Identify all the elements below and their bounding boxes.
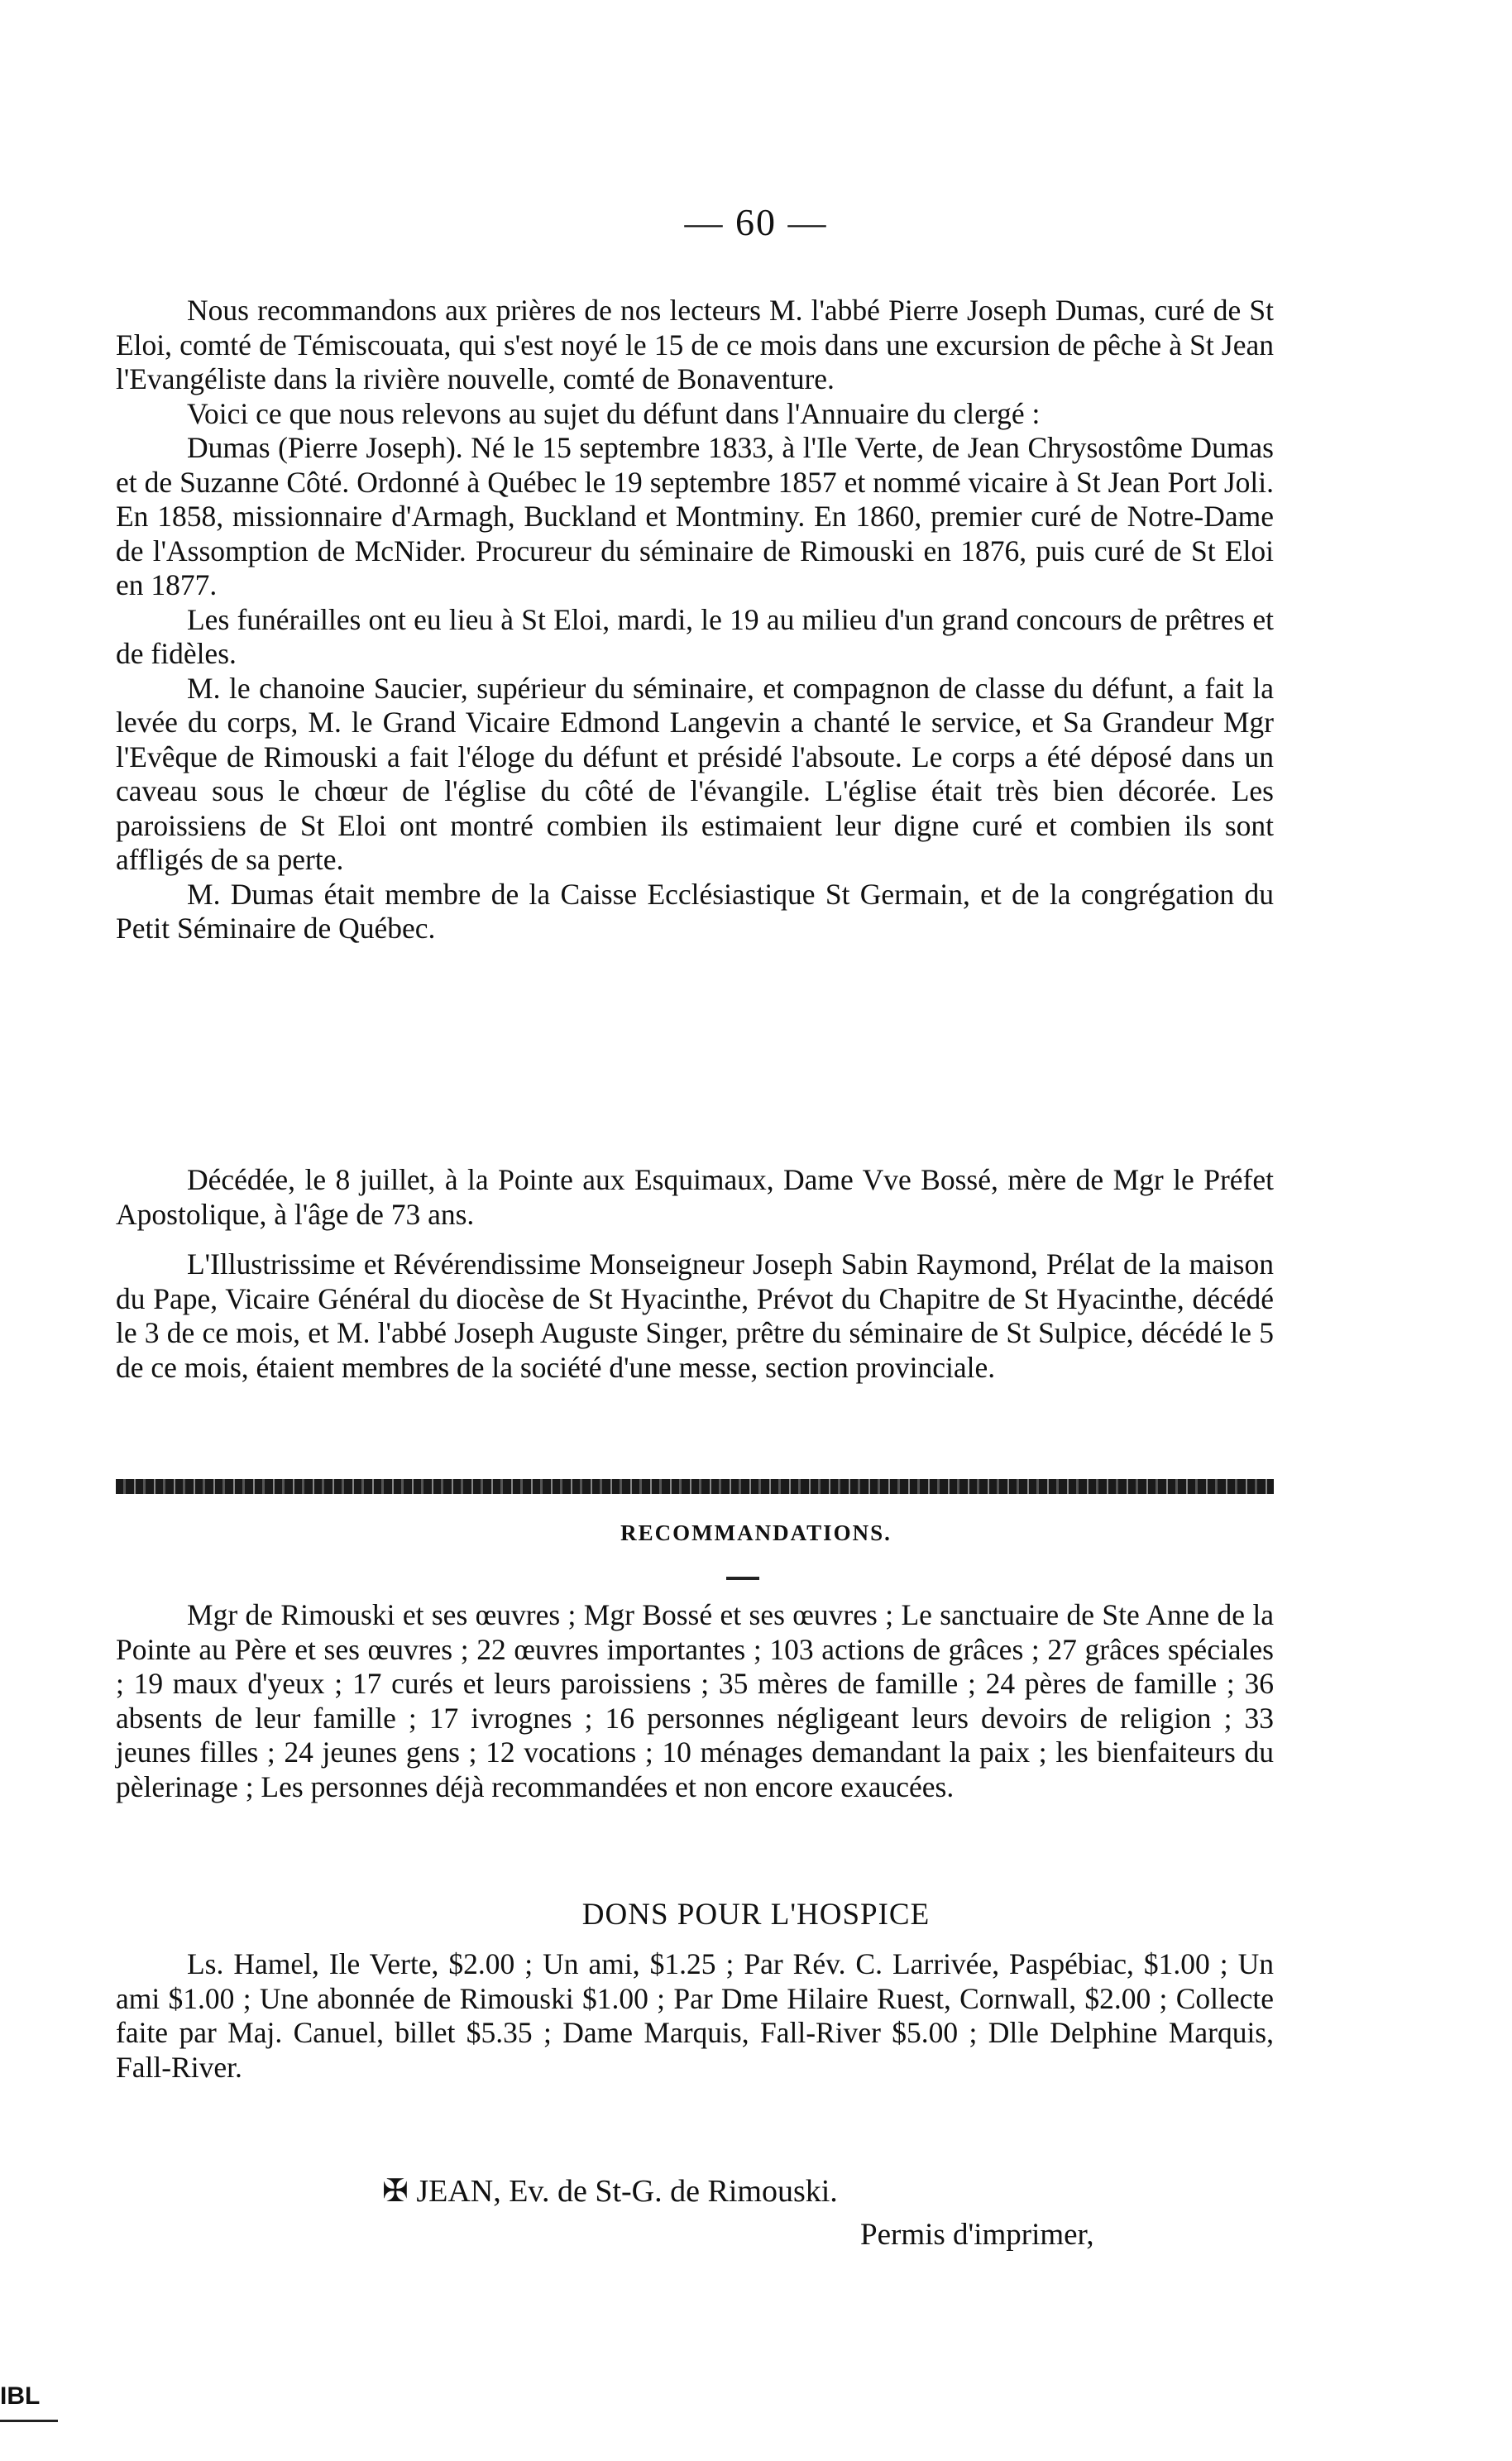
bishop-signature: ✠ JEAN, Ev. de St-G. de Rimouski.	[382, 2174, 838, 2209]
recommandations-heading: RECOMMANDATIONS.	[620, 1520, 892, 1545]
decorative-divider	[116, 1479, 1274, 1494]
article-paragraph: Dumas (Pierre Joseph). Né le 15 septembre 1833, à l'Ile Verte, de Jean Chrysostôme Dumas et de Suzanne Côté. Ordonné à Québec le 19 septembre 1857 et nommé vicaire à St Jean Port Joli. En 1858, missionnaire d'Armagh, Buckland et Montminy. En 1860, premier curé de Notre-Dame de l'Assomption de McNider. Procureur du séminaire de Rimouski en 1876, puis curé de St Eloi en 1877.	[116, 431, 1274, 601]
article-paragraph: Voici ce que nous relevons au sujet du défunt dans l'Annuaire du clergé :	[187, 396, 1041, 430]
obituary-article	[116, 294, 1274, 946]
dons-section	[116, 1947, 1274, 2085]
bottom-rule	[0, 2420, 58, 2422]
members-notice: L'Illustrissime et Révérendissime Monseigneur Joseph Sabin Raymond, Prélat de la maison du Pape, Vicaire Général du diocèse de St Hyacinthe, Prévot du Chapitre de St Hyacinthe, décédé le 3 de ce mois, et M. l'abbé Joseph Auguste Singer, prêtre du séminaire de St Sulpice, décédé le 5 de ce mois, étaient membres de la société d'une messe, section provinciale.	[116, 1247, 1274, 1384]
article-paragraph: Les funérailles ont eu lieu à St Eloi, mardi, le 19 au milieu d'un grand concours de prêtres et de fidèles.	[116, 602, 1274, 670]
short-dash-divider	[726, 1577, 759, 1580]
article-paragraph: Nous recommandons aux prières de nos lecteurs M. l'abbé Pierre Joseph Dumas, curé de St Eloi, comté de Témiscouata, qui s'est noyé le 15 de ce mois dans une excursion de pêche à St Jean l'Evangéliste dans la rivière nouvelle, comté de Bonaventure.	[116, 294, 1274, 395]
death-notice-section	[116, 1163, 1274, 1232]
imprimatur-label: Permis d'imprimer,	[860, 2218, 1094, 2252]
article-paragraph: M. Dumas était membre de la Caisse Ecclésiastique St Germain, et de la congrégation du Petit Séminaire de Québec.	[116, 877, 1274, 945]
page-number: — 60 —	[684, 201, 828, 243]
margin-mark: IBL	[0, 2382, 41, 2410]
dons-text: Ls. Hamel, Ile Verte, $2.00 ; Un ami, $1.25 ; Par Rév. C. Larrivée, Paspébiac, $1.00 ; Un ami $1.00 ; Une abonnée de Rimouski $1.00 ; Par Dme Hilaire Ruest, Cornwall, $2.00 ; Collecte faite par Maj. Canuel, billet $5.35 ; Dame Marquis, Fall-River $5.00 ; Dlle Delphine Marquis, Fall-River.	[116, 1947, 1274, 2084]
article-paragraph: M. le chanoine Saucier, supérieur du séminaire, et compagnon de classe du défunt, a fait la levée du corps, M. le Grand Vicaire Edmond Langevin a chanté le service, et Sa Grandeur Mgr l'Evêque de Rimouski a fait l'éloge du défunt et présidé l'absoute. Le corps a été déposé dans un caveau sous le chœur de l'église du côté de l'évangile. L'église était très bien décorée. Les paroissiens de St Eloi ont montré combien ils estimaient leur digne curé et combien ils sont affligés de sa perte.	[116, 671, 1274, 876]
recommandations-text: Mgr de Rimouski et ses œuvres ; Mgr Bossé et ses œuvres ; Le sanctuaire de Ste Anne de la Pointe au Père et ses œuvres ; 22 œuvres importantes ; 103 actions de grâces ; 27 grâces spéciales ; 19 maux d'yeux ; 17 curés et leurs paroissiens ; 35 mères de famille ; 24 pères de famille ; 36 absents de leur famille ; 17 ivrognes ; 16 personnes négligeant leurs devoirs de religion ; 33 jeunes filles ; 24 jeunes gens ; 12 vocations ; 10 ménages demandant la paix ; les bienfaiteurs du pèlerinage ; Les personnes déjà recommandées et non encore exaucées.	[116, 1598, 1274, 1803]
recommandations-section	[116, 1598, 1274, 1804]
members-notice-section	[116, 1247, 1274, 1385]
death-notice: Décédée, le 8 juillet, à la Pointe aux Esquimaux, Dame Vve Bossé, mère de Mgr le Préfet Apostolique, à l'âge de 73 ans.	[116, 1163, 1274, 1231]
dons-heading: DONS POUR L'HOSPICE	[581, 1898, 931, 1932]
